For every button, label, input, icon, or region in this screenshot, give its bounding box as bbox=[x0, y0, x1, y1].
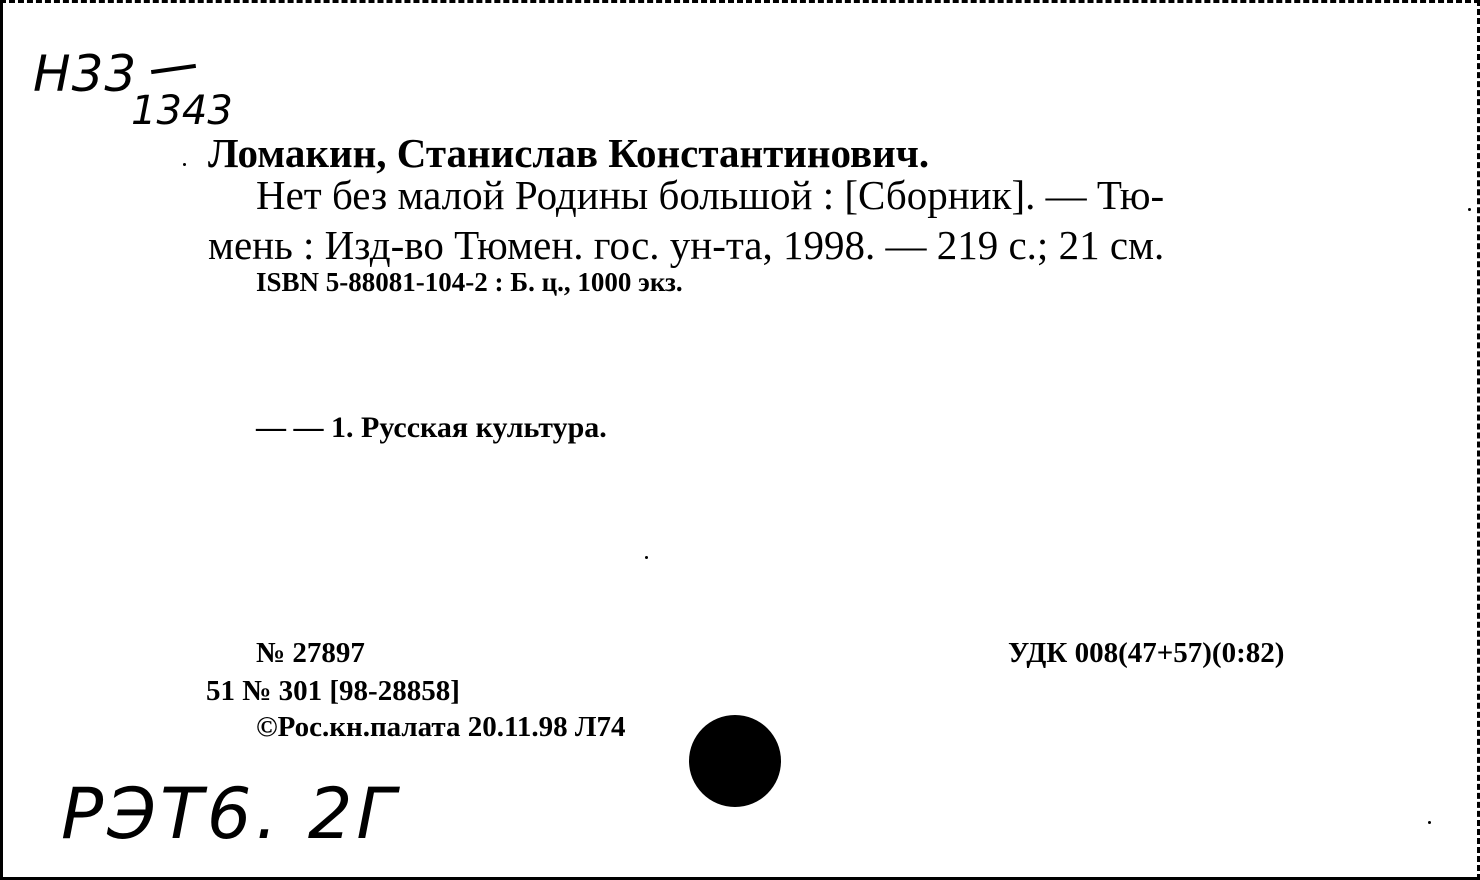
record-number: № 27897 bbox=[256, 637, 365, 669]
punch-hole bbox=[689, 715, 781, 807]
speck bbox=[183, 163, 186, 166]
handwritten-shelf-number: 1343 bbox=[131, 88, 233, 134]
handwritten-bottom-code: РЭТ6. 2Г bbox=[61, 773, 400, 855]
speck bbox=[1468, 208, 1471, 211]
handwritten-shelf-mark: Н33 bbox=[33, 45, 138, 103]
copyright-line: ©Рос.кн.палата 20.11.98 Л74 bbox=[256, 711, 626, 743]
subject-heading: — — 1. Русская культура. bbox=[256, 411, 607, 444]
handwritten-fraction-line bbox=[151, 64, 196, 74]
speck bbox=[1428, 821, 1431, 824]
title-line-2: мень : Изд-во Тюмен. гос. ун-та, 1998. — 219 с.; 21 см. bbox=[208, 222, 1165, 268]
title-line-1: Нет без малой Родины большой : [Сборник]. — Тю- bbox=[256, 172, 1165, 218]
isbn-line: ISBN 5-88081-104-2 : Б. ц., 1000 экз. bbox=[256, 267, 683, 297]
record-line-2: 51 № 301 [98-28858] bbox=[206, 675, 460, 707]
author-heading: Ломакин, Станислав Константинович. bbox=[208, 130, 930, 176]
speck bbox=[645, 556, 648, 559]
udk-classification: УДК 008(47+57)(0:82) bbox=[1008, 637, 1285, 669]
